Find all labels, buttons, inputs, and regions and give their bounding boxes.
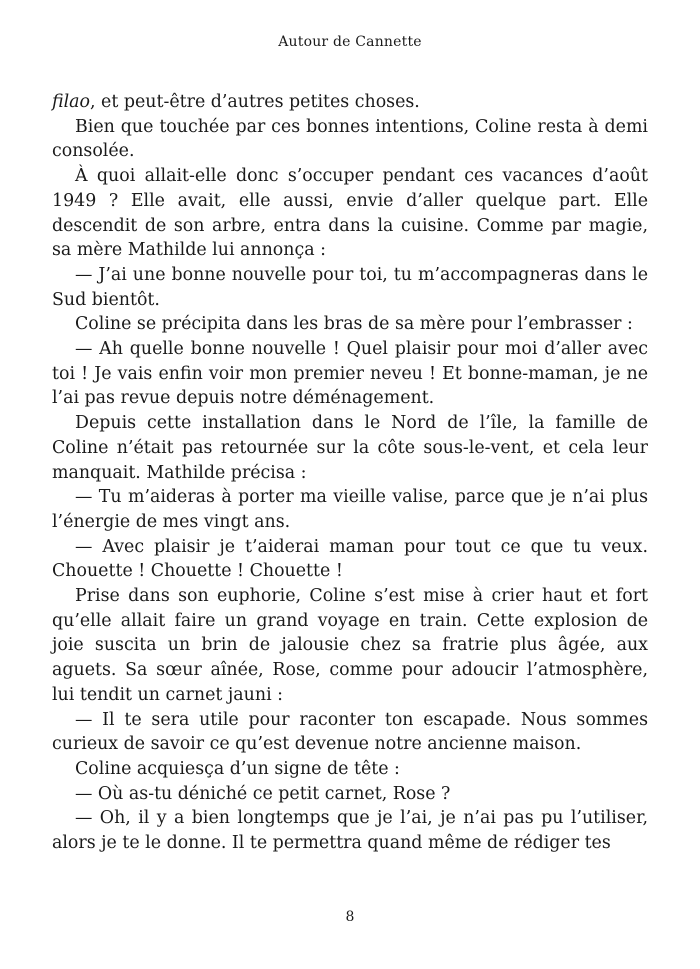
dialogue-line: — Où as-tu déniché ce petit carnet, Rose ? [75, 783, 451, 804]
opening-paragraph-text: , et peut-être d’autres petites choses. [90, 92, 420, 112]
paragraph: Depuis cette installation dans le Nord de l’île, la famille de Coline n’était pas retournée sur la côte sous-le-vent, et cela leur manquait. Mathilde précisa : [52, 413, 648, 483]
running-header: Autour de Cannette [278, 34, 422, 50]
paragraph: Bien que touchée par ces bonnes intentions, Coline resta à demi consolée. [52, 116, 648, 162]
italic-word: filao [52, 92, 90, 112]
body-text [52, 90, 648, 856]
paragraph: Coline se précipita dans les bras de sa mère pour l’embrasser : [75, 314, 633, 335]
dialogue-line: — Il te sera utile pour raconter ton escapade. Nous sommes curieux de savoir ce qu’est devenue notre ancienne maison. [52, 709, 648, 755]
paragraph: Coline acquiesça d’un signe de tête : [75, 758, 400, 779]
paragraph: Prise dans son euphorie, Coline s’est mise à crier haut et fort qu’elle allait faire un grand voyage en train. Cette explosion de joie suscita un brin de jalousie chez sa fratrie plus âgée, aux aguets. Sa sœur aînée, Rose, comme pour adoucir l’atmosphère, lui tendit un carnet jauni : [52, 586, 648, 705]
dialogue-line: — Avec plaisir je t’aiderai maman pour tout ce que tu veux. Chouette ! Chouette ! Chouette ! [52, 536, 648, 582]
paragraph: À quoi allait-elle donc s’occuper pendant ces vacances d’août 1949 ? Elle avait, elle aussi, envie d’aller quelque part. Elle descendit de son arbre, entra dans la cuisine. Comme par magie, sa mère Mathilde lui annonça : [52, 166, 648, 261]
dialogue-line: — Oh, il y a bien longtemps que je l’ai, je n’ai pas pu l’utiliser, alors je te le donne. Il te permettra quand même de rédiger tes [52, 808, 648, 854]
dialogue-line: — Ah quelle bonne nouvelle ! Quel plaisir pour moi d’aller avec toi ! Je vais enfin voir mon premier neveu ! Et bonne-maman, je ne l’ai pas revue depuis notre déménagement. [52, 339, 648, 409]
dialogue-line: — J’ai une bonne nouvelle pour toi, tu m’accompagneras dans le Sud bientôt. [52, 264, 648, 310]
opening-paragraph [52, 90, 648, 115]
dialogue-line: — Tu m’aideras à porter ma vieille valise, parce que je n’ai plus l’énergie de mes vingt ans. [52, 487, 648, 532]
page-number: 8 [345, 909, 355, 925]
